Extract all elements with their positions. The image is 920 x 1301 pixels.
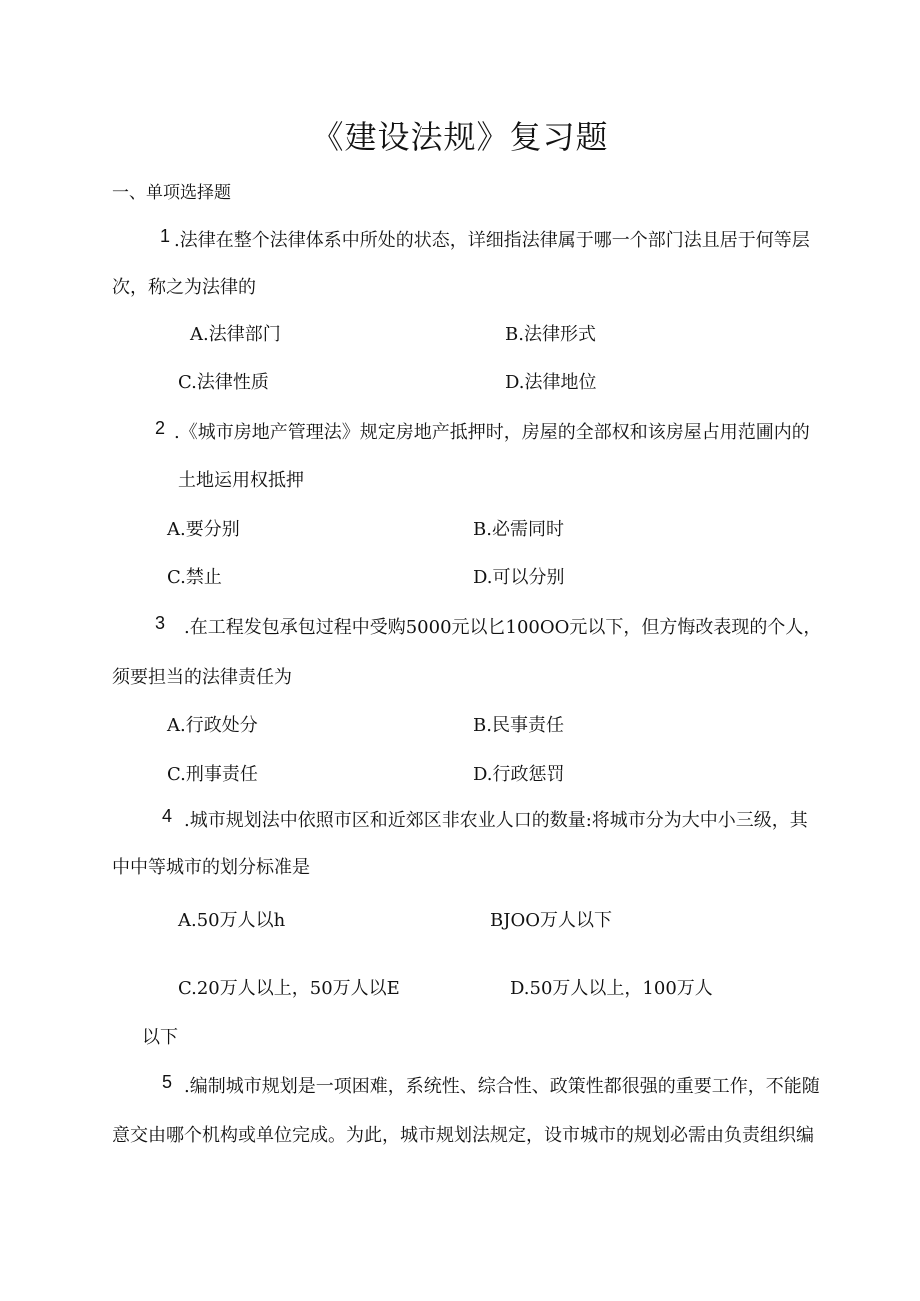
option-b: B.民事责任 <box>473 715 564 736</box>
question-text-line1: .在工程发包承包过程中受购5000元以匕100OO元以下，但方悔改表现的个人， <box>184 617 822 638</box>
option-d: D.50万人以上，100万人 <box>510 978 713 999</box>
option-d: D.行政惩罚 <box>473 764 565 785</box>
option-a: A.行政处分 <box>167 715 258 736</box>
page-title: 《建设法规》复习题 <box>311 118 609 156</box>
section-heading: 一、单项选择题 <box>112 183 231 203</box>
question-text-line1: .法律在整个法律体系中所处的状态，详细指法律属于哪一个部门法且居于何等层 <box>174 230 810 251</box>
option-c: C.刑事责任 <box>167 764 258 785</box>
question-number: 4 <box>162 806 173 826</box>
option-b: BJOO万人以下 <box>490 910 612 931</box>
question-number: 1 <box>160 226 171 246</box>
option-b: B.法律形式 <box>505 324 596 345</box>
question-text-line1: .编制城市规划是一项困难，系统性、综合性、政策性都很强的重要工作，不能随 <box>184 1076 820 1097</box>
option-d-continuation: 以下 <box>142 1027 178 1048</box>
option-a: A.要分别 <box>167 519 240 540</box>
question-text-line2: 须要担当的法律责任为 <box>112 667 292 688</box>
option-d: D.可以分别 <box>473 567 565 588</box>
option-c: C.禁止 <box>167 567 222 588</box>
option-b: B.必需同时 <box>473 519 564 540</box>
option-a: A.50万人以h <box>178 910 286 931</box>
question-number: 5 <box>162 1072 173 1092</box>
question-text-line1: .《城市房地产管理法》规定房地产抵押时，房屋的全部权和该房屋占用范圃内的 <box>174 422 810 443</box>
question-number: 3 <box>155 613 166 633</box>
option-d: D.法律地位 <box>505 372 597 393</box>
question-text-line1: .城市规划法中依照市区和近郊区非农业人口的数量:将城市分为大中小三级，其 <box>184 810 808 831</box>
question-text-line2: 意交由哪个机构或单位完成。为此，城市规划法规定，设市城市的规划必需由负责组织编 <box>112 1125 814 1146</box>
question-text-line2: 次，称之为法律的 <box>112 277 256 298</box>
question-number: 2 <box>155 418 166 438</box>
option-c: C.法律性质 <box>178 372 269 393</box>
option-a: A.法律部门 <box>190 324 281 345</box>
question-text-line2: 土地运用权抵押 <box>178 470 304 491</box>
option-c: C.20万人以上，50万人以E <box>178 978 400 999</box>
question-text-line2: 中中等城市的划分标准是 <box>112 857 310 878</box>
